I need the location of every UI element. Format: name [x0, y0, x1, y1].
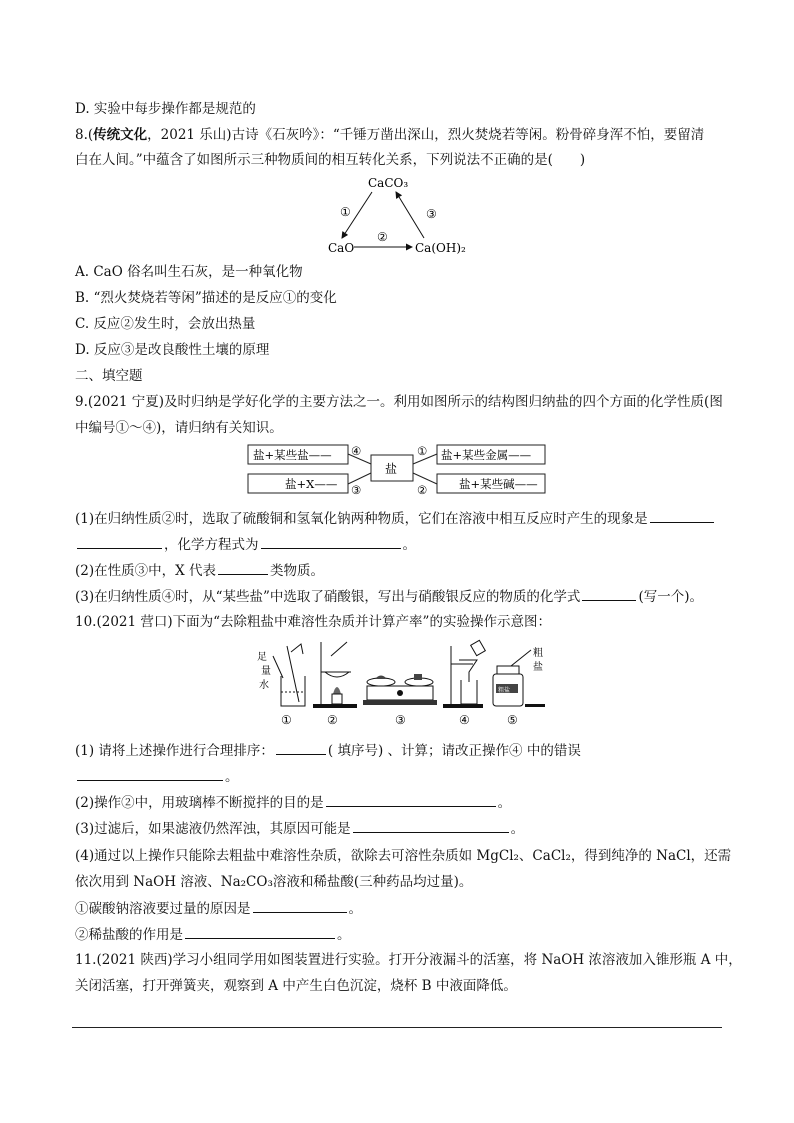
q10-num-2: ②: [327, 713, 338, 727]
q10-num-1: ①: [281, 713, 292, 727]
q10-s2b: 。: [337, 927, 351, 943]
q10-bottle-label: 粗盐: [498, 687, 511, 694]
q10-s1a: ①碳酸钠溶液要过量的原因是: [75, 901, 251, 917]
q9-part1-line2: [75, 534, 416, 555]
q8-option-d: D. 反应③是改良酸性土壤的原理: [75, 342, 270, 358]
q9-text-tr: 盐+某些金属——: [441, 448, 532, 462]
q10-p1c: 。: [225, 769, 239, 785]
q9-p1b: ，化学方程式为: [164, 537, 259, 553]
q9-blank-formula[interactable]: [582, 586, 636, 601]
q10-label-water-3: 水: [259, 680, 269, 691]
q10-s1b: 。: [348, 901, 362, 917]
q8-tag: 传统文化: [93, 127, 148, 143]
q7-option-d: D. 实验中每步操作都是规范的: [75, 101, 256, 117]
q9-p2a: (2)在性质③中，X 代表: [75, 563, 217, 579]
q10-p1a: (1) 请将上述操作进行合理排序：: [75, 743, 274, 759]
q9-blank-equation[interactable]: [261, 534, 401, 549]
q9-blank-phenomenon[interactable]: [650, 508, 714, 523]
q10-balance-illustration: [363, 674, 437, 705]
q10-p3a: (3)过滤后，如果滤液仍然浑浊，其原因可能是: [75, 821, 351, 837]
q9-text-tl: 盐+某些盐——: [253, 448, 332, 462]
q8-arrow-3: [396, 192, 424, 238]
q8-label-3: ③: [426, 207, 437, 221]
q10-num-5: ⑤: [507, 713, 518, 727]
q9-p1c: 。: [402, 537, 416, 553]
q11-stem-line1: 11.(2021 陕西)学习小组同学用如图装置进行实验。打开分液漏斗的活塞，将 NaOH 浓溶液加入锥形瓶 A 中，: [75, 952, 742, 968]
q10-evaporate-illustration: [313, 642, 357, 708]
q10-blank-correction[interactable]: [77, 766, 223, 781]
q9-blank-x[interactable]: [218, 560, 268, 575]
section-heading: 二、填空题: [75, 368, 143, 384]
q10-dissolve-illustration: [257, 644, 305, 706]
q9-p3a: (3)在归纳性质④时，从“某些盐”中选取了硝酸银，写出与硝酸银反应的物质的化学式: [75, 589, 581, 605]
q9-num-3: ③: [351, 483, 362, 497]
q8-stem-line1: [75, 125, 704, 145]
q9-text-center: 盐: [385, 462, 398, 476]
q10-p2a: (2)操作②中，用玻璃棒不断搅拌的目的是: [75, 795, 324, 811]
page-footer-rule: [72, 1027, 722, 1028]
q10-label-salt-1: 粗: [533, 648, 543, 659]
q10-filter-illustration: [443, 640, 485, 708]
q10-label-water-1: 足: [257, 652, 267, 663]
q9-salt-diagram: [245, 442, 550, 498]
q10-blank-order[interactable]: [276, 740, 326, 755]
q8-label-2: ②: [377, 230, 388, 244]
q10-part2: [75, 792, 511, 813]
q8-cao: CaO: [328, 241, 355, 255]
q10-num-3: ③: [395, 713, 406, 727]
q10-num-4: ④: [459, 713, 470, 727]
q9-num-4: ④: [351, 444, 362, 458]
q10-p2b: 。: [497, 795, 512, 811]
q9-blank-phenomenon-cont[interactable]: [77, 534, 162, 549]
q9-stem-line2: 中编号①～④)，请归纳有关知识。: [75, 420, 283, 436]
q9-num-2: ②: [417, 483, 428, 497]
q8-conversion-diagram: [320, 170, 470, 260]
q9-p1a: (1)在归纳性质②时，选取了硫酸铜和氢氧化钠两种物质，它们在溶液中相互反应时产生的现象是: [75, 511, 648, 527]
q10-p3b: 。: [510, 821, 525, 837]
q10-part3: [75, 818, 524, 839]
q10-sub1: [75, 898, 362, 919]
q8-source: ，2021 乐山)古诗《石灰吟》：“千锤万凿出深山，烈火焚烧若等闲。粉骨碎身浑不怕，要留清: [147, 127, 705, 143]
q8-option-c: C. 反应②发生时，会放出热量: [75, 316, 256, 332]
q8-option-b: B. “烈火焚烧若等闲”描述的是反应①的变化: [75, 290, 337, 306]
q8-stem-line2: 白在人间。”中蕴含了如图所示三种物质间的相互转化关系，下列说法不正确的是( ): [75, 152, 586, 168]
q10-blank-reason[interactable]: [353, 818, 509, 833]
q8-caco3: CaCO₃: [368, 176, 409, 190]
q8-prefix: 8.(: [75, 127, 94, 143]
q9-part2: [75, 560, 324, 581]
q10-part4-line1: (4)通过以上操作只能除去粗盐中难溶性杂质，欲除去可溶性杂质如 MgCl₂、CaCl₂，得到纯净的 NaCl，还需: [75, 848, 732, 864]
q9-part1-line1: [75, 508, 716, 529]
q9-part3: [75, 586, 703, 607]
q10-stem: 10.(2021 营口)下面为“去除粗盐中难溶性杂质并计算产率”的实验操作示意图：: [75, 614, 551, 630]
q9-p3b: (写一个)。: [638, 589, 703, 605]
q9-p2b: 类物质。: [270, 563, 325, 579]
q10-part1-line2: [75, 766, 239, 787]
q10-experiment-figure: [255, 636, 555, 728]
q10-label-salt-2: 盐: [533, 662, 543, 673]
q10-label-water-2: 量: [261, 666, 271, 677]
q11-stem-line2: 关闭活塞，打开弹簧夹，观察到 A 中产生白色沉淀，烧杯 B 中液面降低。: [75, 978, 517, 994]
q10-salt-bottle-illustration: [493, 646, 545, 707]
q9-num-1: ①: [417, 444, 428, 458]
q10-part1-line1: [75, 740, 581, 761]
q10-blank-stir[interactable]: [326, 792, 496, 807]
q9-stem-line1: 9.(2021 宁夏)及时归纳是学好化学的主要方法之一。利用如图所示的结构图归纳盐的四个方面的化学性质(图: [75, 394, 723, 410]
q8-option-a: A. CaO 俗名叫生石灰，是一种氧化物: [75, 264, 303, 280]
q9-text-bl: 盐+X——: [285, 477, 338, 491]
q10-part4-line2: 依次用到 NaOH 溶液、Na₂CO₃溶液和稀盐酸(三种药品均过量)。: [75, 874, 473, 890]
q10-s2a: ②稀盐酸的作用是: [75, 927, 183, 943]
q9-text-br: 盐+某些碱——: [459, 477, 538, 491]
q10-blank-excess[interactable]: [253, 898, 347, 913]
q8-caoh2: Ca(OH)₂: [415, 241, 466, 255]
q10-p1b: ( 填序号) 、计算；请改正操作④ 中的错误: [327, 743, 581, 759]
q10-sub2: [75, 924, 351, 945]
q8-label-1: ①: [340, 205, 351, 219]
q10-blank-acid[interactable]: [185, 924, 335, 939]
